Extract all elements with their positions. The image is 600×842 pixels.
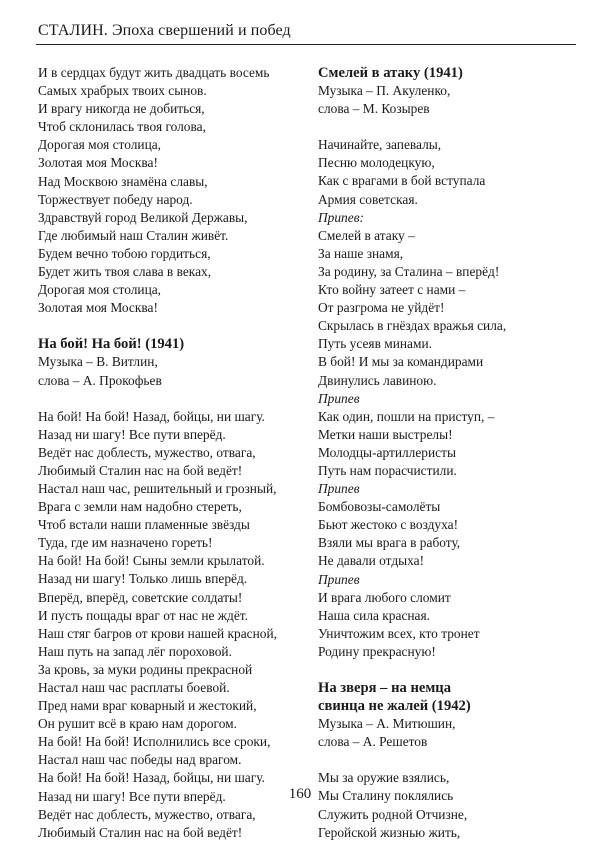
verse-line: И врагу никогда не добиться, (38, 101, 205, 117)
verse-line: Кто войну затеет с нами – (318, 282, 466, 298)
verse-line: Назад ни шагу! Все пути вперёд. (38, 426, 226, 442)
verse-line: Где любимый наш Сталин живёт. (38, 227, 229, 243)
verse-line: Настал наш час, решительный и грозный, (38, 480, 277, 496)
stanza-gap (318, 661, 578, 679)
verse-line: Двинулись лавиною. (318, 372, 437, 388)
verse-line: Путь усеяв минами. (318, 336, 432, 352)
verse-line: слова – А. Решетов (318, 734, 428, 750)
verse-line: Мы Сталину поклялись (318, 788, 454, 804)
verse-line: Дорогая моя столица, (38, 137, 162, 153)
verse-line: За кровь, за муки родины прекрасной (38, 661, 253, 677)
refrain-label: Припев: (318, 209, 364, 225)
verse-line: Ведёт нас доблесть, мужество, отвага, (38, 444, 256, 460)
verse-line: Родину прекрасную! (318, 643, 436, 659)
verse-line: В бой! И мы за командирами (318, 354, 484, 370)
refrain-label: Припев (318, 390, 360, 406)
verse-line: Любимый Сталин нас на бой ведёт! (38, 462, 243, 478)
verse-line: За родину, за Сталина – вперёд! (318, 263, 500, 279)
verse-line: Уничтожим всех, кто тронет (318, 625, 480, 641)
refrain-label: Припев (318, 571, 360, 587)
verse-line: Настал наш час победы над врагом. (38, 752, 242, 768)
verse-line: Он рушит всё в краю нам дорогом. (38, 716, 237, 732)
verse-line: Любимый Сталин нас на бой ведёт! (38, 824, 243, 840)
verse-line: Врага с земли нам надобно стереть, (38, 499, 242, 515)
verse-line: Молодцы-артиллеристы (318, 444, 456, 460)
song-title: Смелей в атаку (1941) (318, 65, 463, 81)
verse-line: Торжествует победу народ. (38, 191, 193, 207)
verse-line: И в сердцах будут жить двадцать восемь (38, 65, 270, 80)
verse-line: Служить родной Отчизне, (318, 806, 468, 822)
song-title: На бой! На бой! (1941) (38, 336, 185, 353)
verse-line: Чтоб встали наши пламенные звёзды (38, 517, 250, 533)
verse-line: От разгрома не уйдёт! (318, 300, 445, 316)
verse-line: Бьют жестоко с воздуха! (318, 517, 459, 533)
verse-line: Пред нами враг коварный и жестокий, (38, 698, 257, 714)
verse-line: Назад ни шагу! Все пути вперёд. (38, 788, 226, 804)
left-column (38, 64, 298, 842)
verse-line: Армия советская. (318, 191, 418, 207)
verse-line: На бой! На бой! Исполнились все сроки, (38, 734, 271, 750)
verse-line: На бой! На бой! Назад, бойцы, ни шагу. (38, 770, 265, 786)
verse-line: Смелей в атаку – (318, 227, 415, 243)
verse-line: Геройской жизнью жить, (318, 824, 461, 840)
verse-line: Будем вечно тобою гордиться, (38, 245, 211, 261)
stanza-gap (38, 317, 298, 335)
verse-line: Чтоб склонилась твоя голова, (38, 119, 206, 135)
verse-line: И пусть пощады враг от нас не ждёт. (38, 607, 248, 623)
verse-line: На бой! На бой! Назад, бойцы, ни шагу. (38, 408, 265, 424)
verse-line: За наше знамя, (318, 245, 404, 261)
verse-line: На бой! На бой! Сыны земли крылатой. (38, 553, 265, 569)
verse-line: Золотая моя Москва! (38, 300, 158, 316)
verse-line: Наша сила красная. (318, 607, 431, 623)
verse-line: Начинайте, запевалы, (318, 137, 442, 153)
verse-line: Бомбовозы-самолёты (318, 499, 441, 515)
verse-line: Будет жить твоя слава в веках, (38, 264, 212, 280)
verse-line: Взяли мы врага в работу, (318, 535, 461, 551)
verse-line: Ведёт нас доблесть, мужество, отвага, (38, 806, 256, 822)
verse-line: Самых храбрых твоих сынов. (38, 83, 207, 99)
verse-line: И врага любого сломит (318, 589, 451, 605)
verse-line: Не давали отдыха! (318, 553, 425, 569)
verse-line: Мы за оружие взялись, (318, 770, 450, 786)
refrain-label: Припев (318, 481, 360, 497)
verse-line: Наш путь на запад лёг пороховой. (38, 643, 232, 659)
verse-line: Наш стяг багров от крови нашей красной, (38, 625, 277, 641)
verse-line: Вперёд, вперёд, советские солдаты! (38, 589, 243, 605)
verse-line: Настал наш час расплаты боевой. (38, 680, 230, 695)
verse-line: Путь нам порасчистили. (318, 462, 457, 478)
song-title: свинца не жалей (1942) (318, 698, 471, 715)
verse-line: Золотая моя Москва! (38, 155, 158, 171)
header-rule (36, 44, 576, 45)
verse-line: Здравствуй город Великой Державы, (38, 209, 248, 225)
verse-line: Назад ни шагу! Только лишь вперёд. (38, 571, 248, 587)
verse-line: Туда, где им назначено гореть! (38, 535, 213, 551)
verse-line: Песню молодецкую, (318, 155, 435, 171)
verse-line: Дорогая моя столица, (38, 282, 162, 298)
verse-line: Метки наши выстрелы! (318, 426, 453, 442)
verse-line: Скрылась в гнёздах вражья сила, (318, 318, 507, 334)
song-title: На зверя – на немца (318, 680, 452, 696)
verse-line: Музыка – В. Витлин, (38, 354, 158, 370)
verse-line: Музыка – П. Акуленко, (318, 83, 451, 99)
stanza-gap (318, 751, 578, 769)
verse-line: Над Москвою знамёна славы, (38, 173, 208, 189)
verse-line: Как с врагами в бой вступала (318, 173, 486, 189)
verse-line: слова – М. Козырев (318, 101, 430, 117)
stanza-gap (318, 118, 578, 136)
verse-line: Музыка – А. Митюшин, (318, 716, 456, 732)
running-header: СТАЛИН. Эпоха свершений и побед (38, 22, 291, 39)
verse-line: слова – А. Прокофьев (38, 372, 162, 388)
verse-line: Как один, пошли на приступ, – (318, 408, 495, 424)
right-column (318, 64, 578, 842)
page-number: 160 (288, 786, 312, 802)
stanza-gap (38, 390, 298, 408)
